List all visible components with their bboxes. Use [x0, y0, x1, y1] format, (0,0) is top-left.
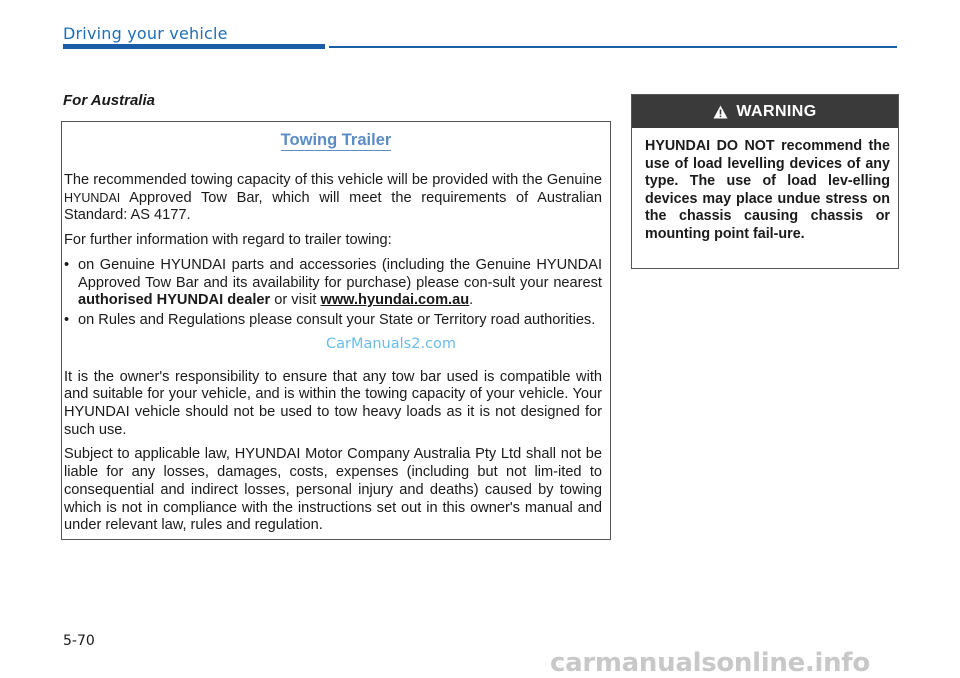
- list-item-parts: [64, 257, 602, 310]
- paragraph-capacity-text-a: The recommended towing capacity of this vehicle will be provided with the Genuine: [64, 172, 602, 188]
- towing-title: Towing Trailer: [280, 131, 392, 149]
- warning-text: HYUNDAI DO NOT recommend the use of load levelling devices of any type. The use of load lev-elling devices may place undue stress on the chassis causing chassis or mounting point fail-ure.: [645, 138, 890, 242]
- warning-triangle-icon: [713, 105, 728, 119]
- paragraph-responsibility: It is the owner's responsibility to ensure that any tow bar used is compatible with and suitable for your vehicle, and is within the towing capacity of your vehicle. Your HYUNDAI vehicle should not be used to tow heavy loads as it is not designed for such use.: [64, 368, 602, 438]
- watermark-gap: [64, 332, 602, 369]
- paragraph-capacity-text-b: Approved Tow Bar, which will meet the requirements of Australian Standard: AS 4177.: [64, 189, 602, 224]
- warning-label: WARNING: [736, 102, 817, 120]
- towing-body: [64, 172, 602, 542]
- region-subheading: For Australia: [63, 92, 155, 109]
- page-number: 5-70: [63, 633, 95, 649]
- bullet-icon: •: [64, 256, 70, 273]
- list-item-parts-or: or visit: [270, 292, 321, 309]
- paragraph-capacity: [64, 172, 602, 225]
- list-item-rules-text: on Rules and Regulations please consult your State or Territory road authorities.: [78, 311, 596, 328]
- dealer-emphasis: authorised HYUNDAI dealer: [78, 292, 271, 309]
- warning-box: [631, 94, 899, 269]
- hyundai-website-link[interactable]: www.hyundai.com.au: [320, 292, 470, 309]
- carmanuals-watermark: CarManuals2.com: [326, 335, 457, 352]
- warning-header: [632, 95, 898, 128]
- towing-title-wrap: [62, 131, 610, 150]
- info-list: [64, 257, 602, 330]
- header-rule-thin: [329, 46, 897, 48]
- bullet-icon: •: [64, 311, 70, 328]
- header-rule-thick: [63, 44, 325, 49]
- towing-trailer-box: [61, 121, 611, 540]
- section-title: Driving your vehicle: [63, 24, 228, 43]
- brand-name: HYUNDAI: [64, 190, 121, 205]
- paragraph-liability: Subject to applicable law, HYUNDAI Motor Company Australia Pty Ltd shall not be liable for any losses, damages, costs, expenses (including but not lim-ited to consequential and indirect losses, personal injury and deaths) caused by towing which is not in compliance with the instructions set out in this owner's manual and under relevant law, rules and regulation.: [64, 446, 602, 534]
- paragraph-further-info: For further information with regard to trailer towing:: [64, 232, 392, 249]
- list-item-rules: [64, 312, 602, 330]
- list-item-parts-text: on Genuine HYUNDAI parts and accessories (including the Genuine HYUNDAI Approved Tow Bar and its availability for purchase) please con-sult your nearest: [78, 256, 602, 291]
- list-item-parts-end: .: [469, 292, 474, 309]
- site-watermark: carmanualsonline.info: [550, 648, 870, 678]
